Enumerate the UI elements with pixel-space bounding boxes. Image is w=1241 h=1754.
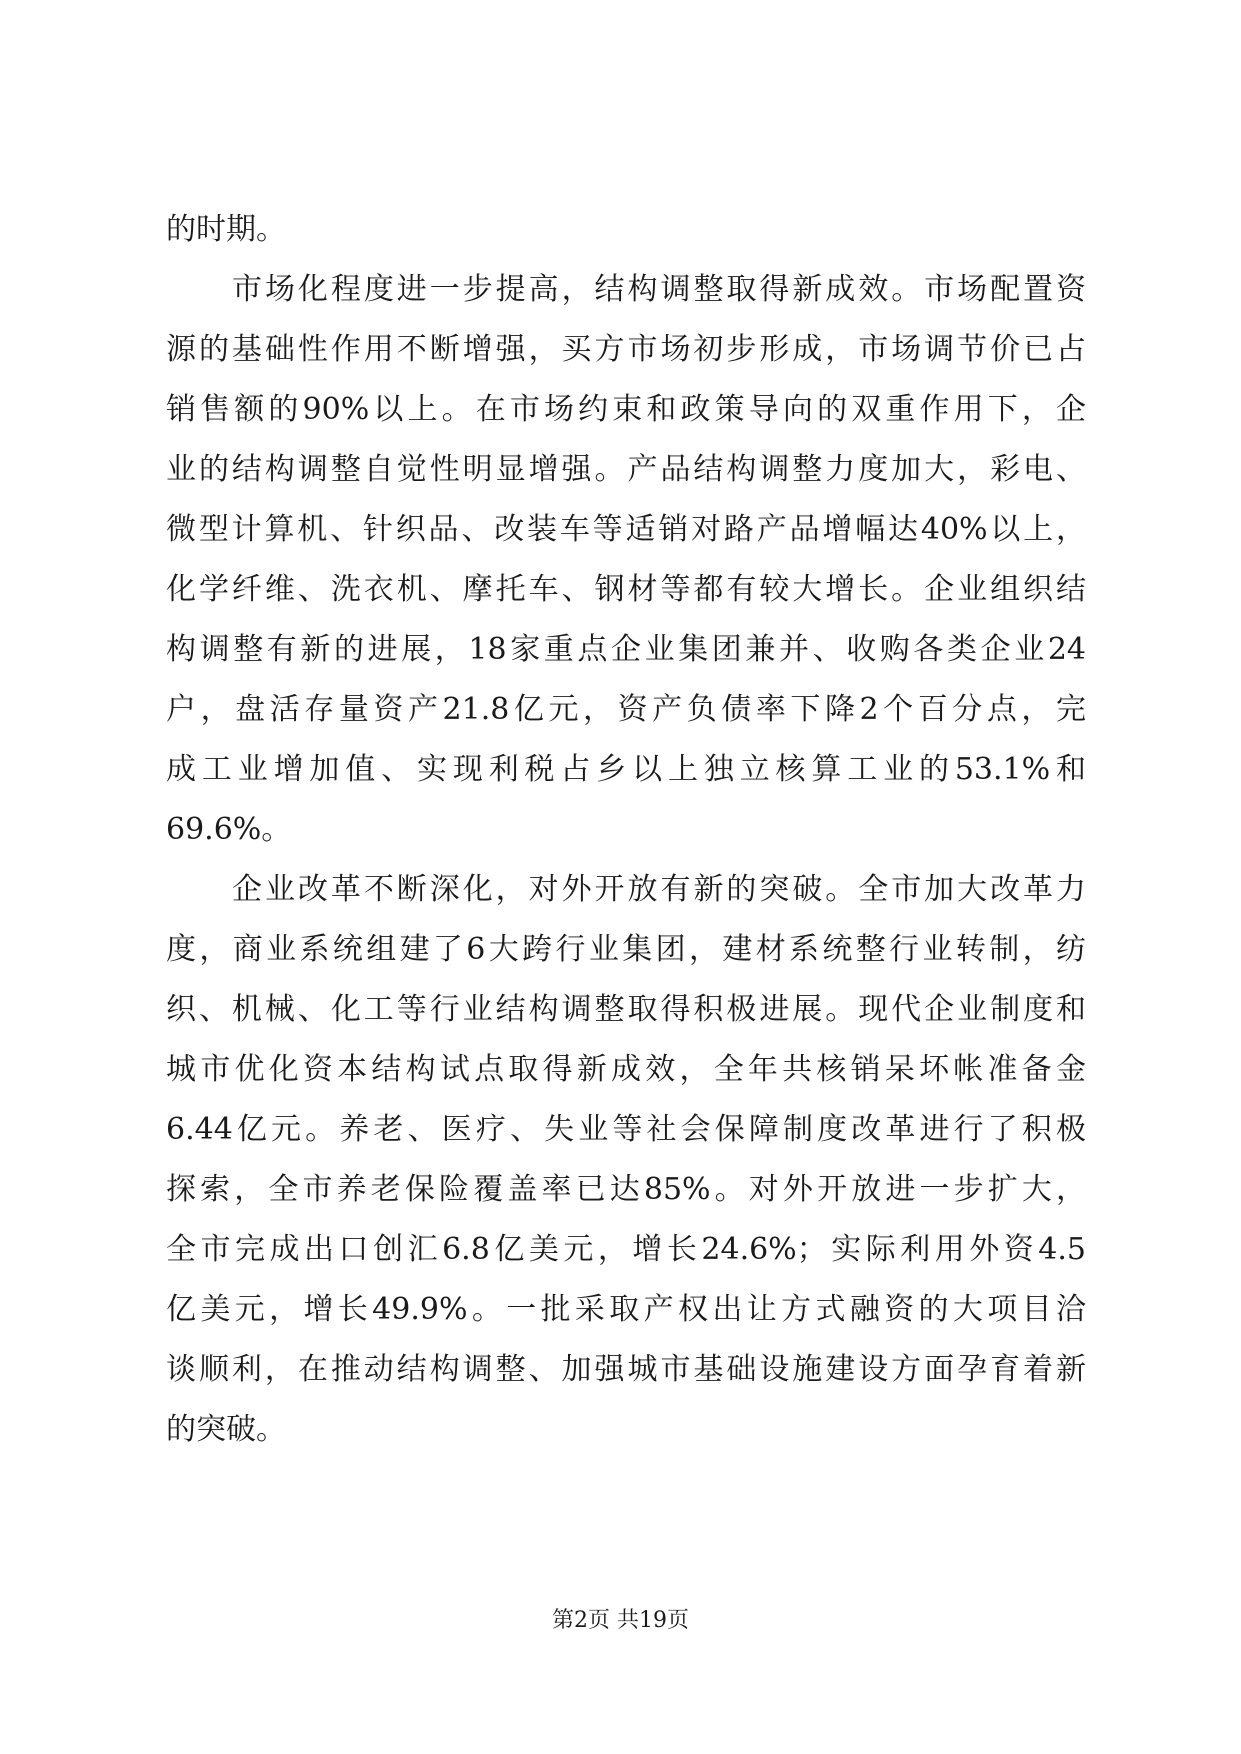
text-line: 的时期。 <box>166 212 286 247</box>
text-line: 业的结构调整自觉性明显增强。产品结构调整力度加大，彩电、 <box>166 452 1086 487</box>
text-line: 亿美元，增长49.9%。一批采取产权出让方式融资的大项目洽 <box>166 1292 1086 1327</box>
text-line: 织、机械、化工等行业结构调整取得积极进展。现代企业制度和 <box>166 992 1086 1027</box>
text-line: 市场化程度进一步提高，结构调整取得新成效。市场配置资 <box>232 272 1086 307</box>
text-line: 成工业增加值、实现利税占乡以上独立核算工业的53.1%和 <box>166 752 1086 787</box>
text-line: 企业改革不断深化，对外开放有新的突破。全市加大改革力 <box>232 872 1086 907</box>
text-line: 城市优化资本结构试点取得新成效，全年共核销呆坏帐准备金 <box>166 1052 1086 1087</box>
body-text <box>166 200 1086 1460</box>
text-line: 户，盘活存量资产21.8亿元，资产负债率下降2个百分点，完 <box>166 692 1086 727</box>
text-line: 构调整有新的进展，18家重点企业集团兼并、收购各类企业24 <box>166 632 1086 667</box>
text-line: 化学纤维、洗衣机、摩托车、钢材等都有较大增长。企业组织结 <box>166 572 1086 607</box>
text-line: 销售额的90%以上。在市场约束和政策导向的双重作用下，企 <box>166 392 1086 427</box>
text-line: 谈顺利，在推动结构调整、加强城市基础设施建设方面孕育着新 <box>166 1352 1086 1387</box>
page-number-footer: 第2页 共19页 <box>552 1608 689 1633</box>
text-line: 微型计算机、针织品、改装车等适销对路产品增幅达40%以上， <box>166 512 1086 547</box>
text-line: 探索，全市养老保险覆盖率已达85%。对外开放进一步扩大， <box>166 1172 1086 1207</box>
text-line: 69.6%。 <box>166 812 292 847</box>
text-line: 度，商业系统组建了6大跨行业集团，建材系统整行业转制，纺 <box>166 932 1086 967</box>
text-line: 6.44亿元。养老、医疗、失业等社会保障制度改革进行了积极 <box>166 1112 1086 1147</box>
text-line: 源的基础性作用不断增强，买方市场初步形成，市场调节价已占 <box>166 332 1086 367</box>
text-line: 全市完成出口创汇6.8亿美元，增长24.6%；实际利用外资4.5 <box>166 1232 1086 1267</box>
text-line: 的突破。 <box>166 1412 286 1447</box>
